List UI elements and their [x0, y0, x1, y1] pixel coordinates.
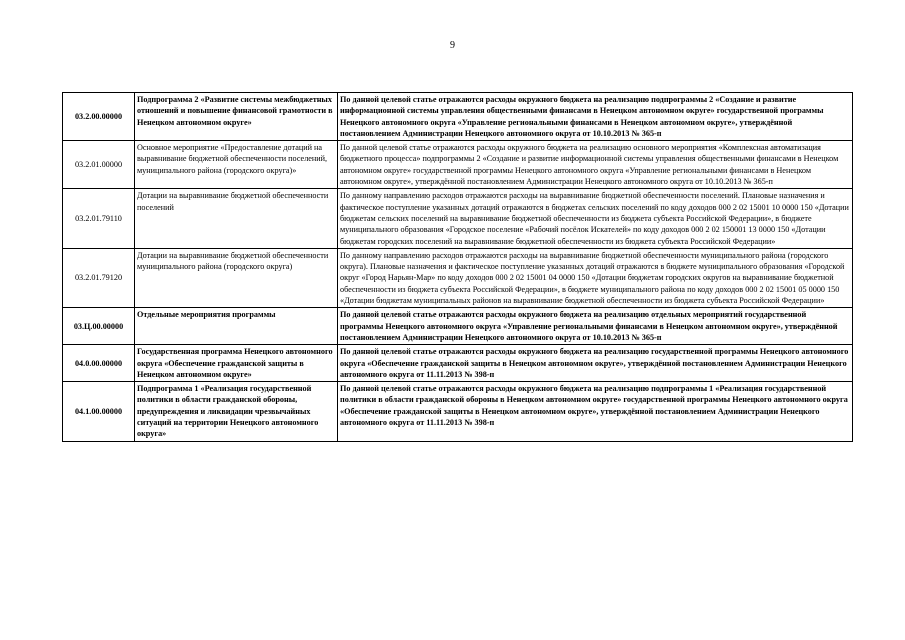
row-name: Дотации на выравнивание бюджетной обеспеченности муниципального района (городского округа): [135, 248, 338, 307]
row-code: 04.0.00.00000: [63, 345, 135, 382]
row-code: 04.1.00.00000: [63, 382, 135, 441]
row-description: По данной целевой статье отражаются расходы окружного бюджета на реализацию подпрограммы 1 «Реализация государственной политики в области гражданской обороны в Ненецком автономном округе» государственной программы Ненецкого автономного округа «Обеспечение гражданской защиты в Ненецком автономном округе», утверждённой постановлением Администрации Ненецкого автономного округа от 11.11.2013 № 398-п: [338, 382, 853, 441]
table-row: [63, 141, 853, 189]
table-row: [63, 382, 853, 441]
table-row: [63, 345, 853, 382]
row-description: По данной целевой статье отражаются расходы окружного бюджета на реализацию государственной программы Ненецкого автономного округа «Обеспечение гражданской защиты в Ненецком автономном округе», утверждённой постановлением Администрации Ненецкого автономного округа от 11.11.2013 № 398-п: [338, 345, 853, 382]
row-code: 03.Ц.00.00000: [63, 308, 135, 345]
row-description: По данной целевой статье отражаются расходы окружного бюджета на реализацию отдельных мероприятий государственной программы Ненецкого автономного округа «Управление региональными финансами в Ненецком автономном округе», утверждённой постановлением Администрации Ненецкого автономного округа от 10.10.2013 № 365-п: [338, 308, 853, 345]
row-code: 03.2.00.00000: [63, 93, 135, 141]
row-name: Дотации на выравнивание бюджетной обеспеченности поселений: [135, 189, 338, 248]
table-row: [63, 93, 853, 141]
row-code: 03.2.01.79110: [63, 189, 135, 248]
row-description: По данной целевой статье отражаются расходы окружного бюджета на реализацию подпрограммы 2 «Создание и развитие информационной системы управления общественными финансами в Ненецком автономном округе» государственной программы Ненецкого автономного округа «Управление региональными финансами в Ненецком автономном округе», утверждённой постановлением Администрации Ненецкого автономного округа от 10.10.2013 № 365-п: [338, 93, 853, 141]
budget-codes-table: [62, 92, 853, 442]
row-code: 03.2.01.00000: [63, 141, 135, 189]
row-description: По данному направлению расходов отражаются расходы на выравнивание бюджетной обеспеченности поселений. Плановые назначения и фактическое поступление указанных дотаций отражаются в бюджетах сельских поселений по коду доходов 000 2 02 15001 10 0000 150 «Дотации бюджетам сельских поселений на выравнивание бюджетной обеспеченности из бюджета субъекта Российской Федерации», в бюджете муниципального образования «Городское поселение «Рабочий посёлок Искателей» по коду доходов 000 2 02 150001 13 0000 150 «Дотации бюджетам городских поселений на выравнивание бюджетной обеспеченности из бюджета субъекта Российской Федерации»: [338, 189, 853, 248]
table-row: [63, 189, 853, 248]
page-number: 9: [450, 40, 455, 51]
row-name: Подпрограмма 1 «Реализация государственной политики в области гражданской обороны, предупреждения и ликвидации чрезвычайных ситуаций на территории Ненецкого автономного округа»: [135, 382, 338, 441]
row-description: По данному направлению расходов отражаются расходы на выравнивание бюджетной обеспеченности муниципального района (городского округа). Плановые назначения и фактическое поступление указанных дотаций отражаются в бюджете муниципального образования «Городской округ «Город Нарьян-Мар» по коду доходов 000 2 02 15001 04 0000 150 «Дотации бюджетам городских округов на выравнивание бюджетной обеспеченности из бюджета субъекта Российской Федерации», в бюджете муниципального района по коду доходов 000 2 02 15001 05 0000 150 «Дотации бюджетам муниципальных районов на выравнивание бюджетной обеспеченности из бюджета субъекта Российской Федерации»: [338, 248, 853, 307]
row-code: 03.2.01.79120: [63, 248, 135, 307]
row-name: Отдельные мероприятия программы: [135, 308, 338, 345]
table-row: [63, 248, 853, 307]
row-name: Государственная программа Ненецкого автономного округа «Обеспечение гражданской защиты в Ненецком автономном округе»: [135, 345, 338, 382]
table-row: [63, 308, 853, 345]
row-name: Подпрограмма 2 «Развитие системы межбюджетных отношений и повышение финансовой грамотности в Ненецком автономном округе»: [135, 93, 338, 141]
row-name: Основное мероприятие «Предоставление дотаций на выравнивание бюджетной обеспеченности поселений, муниципального района (городского округа)»: [135, 141, 338, 189]
row-description: По данной целевой статье отражаются расходы окружного бюджета на реализацию основного мероприятия «Комплексная автоматизация бюджетного процесса» подпрограммы 2 «Создание и развитие информационной системы управления общественными финансами в Ненецком автономном округе» государственной программы Ненецкого автономного округа «Управление региональными финансами в Ненецком автономном округе», утверждённой постановлением Администрации Ненецкого автономного округа от 10.10.2013 № 365-п: [338, 141, 853, 189]
